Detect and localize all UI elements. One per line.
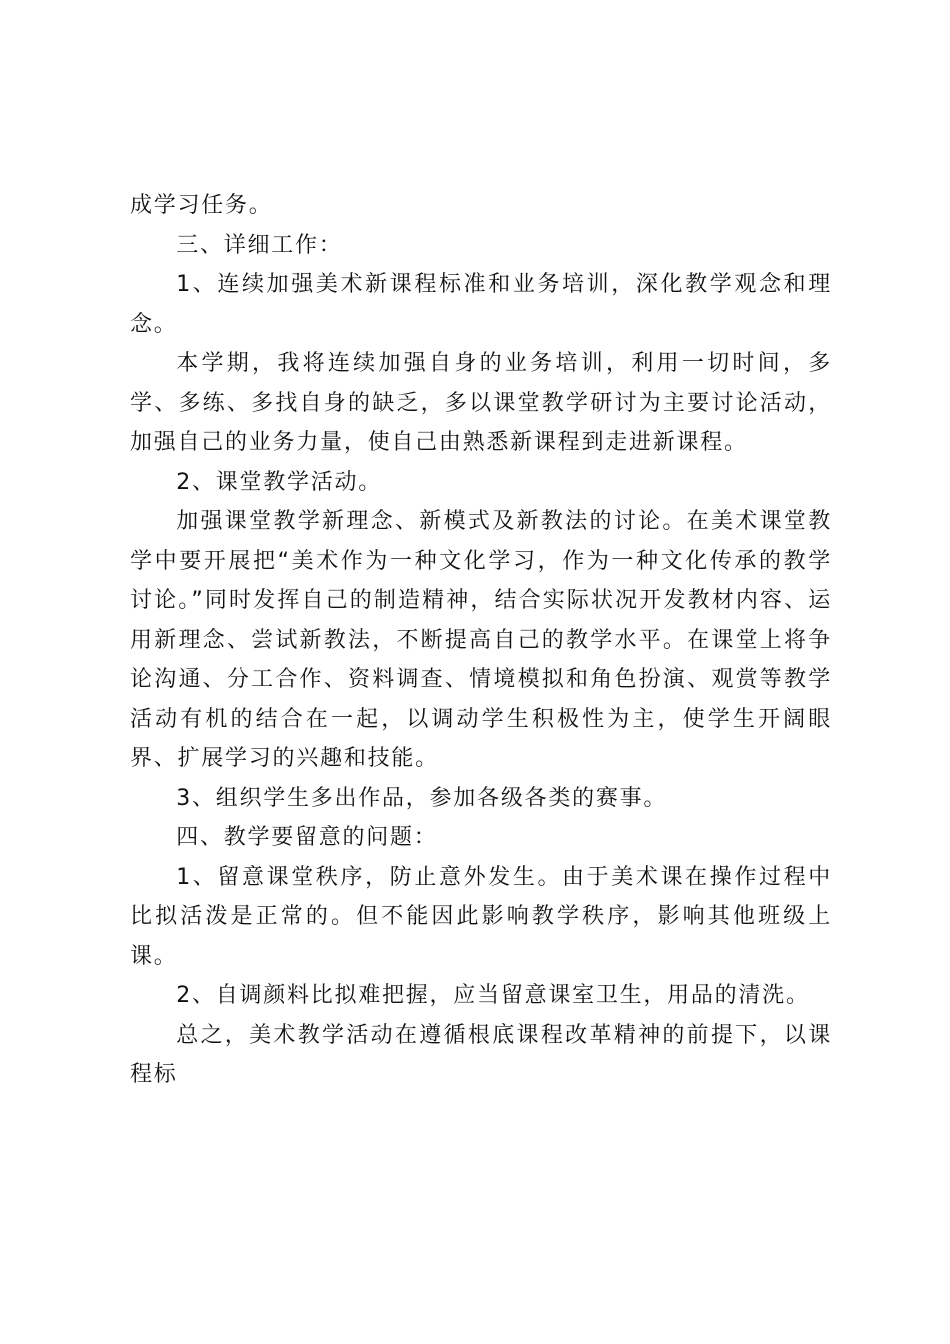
section-heading-3: 三、详细工作： [176,232,343,258]
paragraph: 总之，美术教学活动在遵循根底课程改革精神的前提下，以课程标 [130,1022,832,1087]
paragraph: 1、连续加强美术新课程标准和业务培训，深化教学观念和理念。 [130,272,832,337]
document-body [130,186,832,1095]
paragraph: 2、课堂教学活动。 [176,469,383,495]
paragraph: 成学习任务。 [130,193,273,218]
paragraph: 加强课堂教学新理念、新模式及新教法的讨论。在美术课堂教学中要开展把“美术作为一种文化学习，作为一种文化传承的教学讨论。”同时发挥自己的制造精神，结合实际状况开发教材内容、运用新理念、尝试新教法，不断提高自己的教学水平。在课堂上将争论沟通、分工合作、资料调查、情境模拟和角色扮演、观赏等教学活动有机的结合在一起，以调动学生积极性为主，使学生开阔眼界、扩展学习的兴趣和技能。 [130,509,832,771]
paragraph: 2、自调颜料比拟难把握，应当留意课室卫生，用品的清洗。 [176,983,810,1008]
section-heading-4: 四、教学要留意的问题： [176,825,438,850]
paragraph: 3、组织学生多出作品，参加各级各类的赛事。 [176,785,668,811]
paragraph: 1、留意课堂秩序，防止意外发生。由于美术课在操作过程中比拟活泼是正常的。但不能因此影响教学秩序，影响其他班级上课。 [130,864,832,969]
paragraph: 本学期，我将连续加强自身的业务培训，利用一切时间，多学、多练、多找自身的缺乏，多以课堂教学研讨为主要讨论活动，加强自己的业务力量，使自己由熟悉新课程到走进新课程。 [130,351,832,455]
